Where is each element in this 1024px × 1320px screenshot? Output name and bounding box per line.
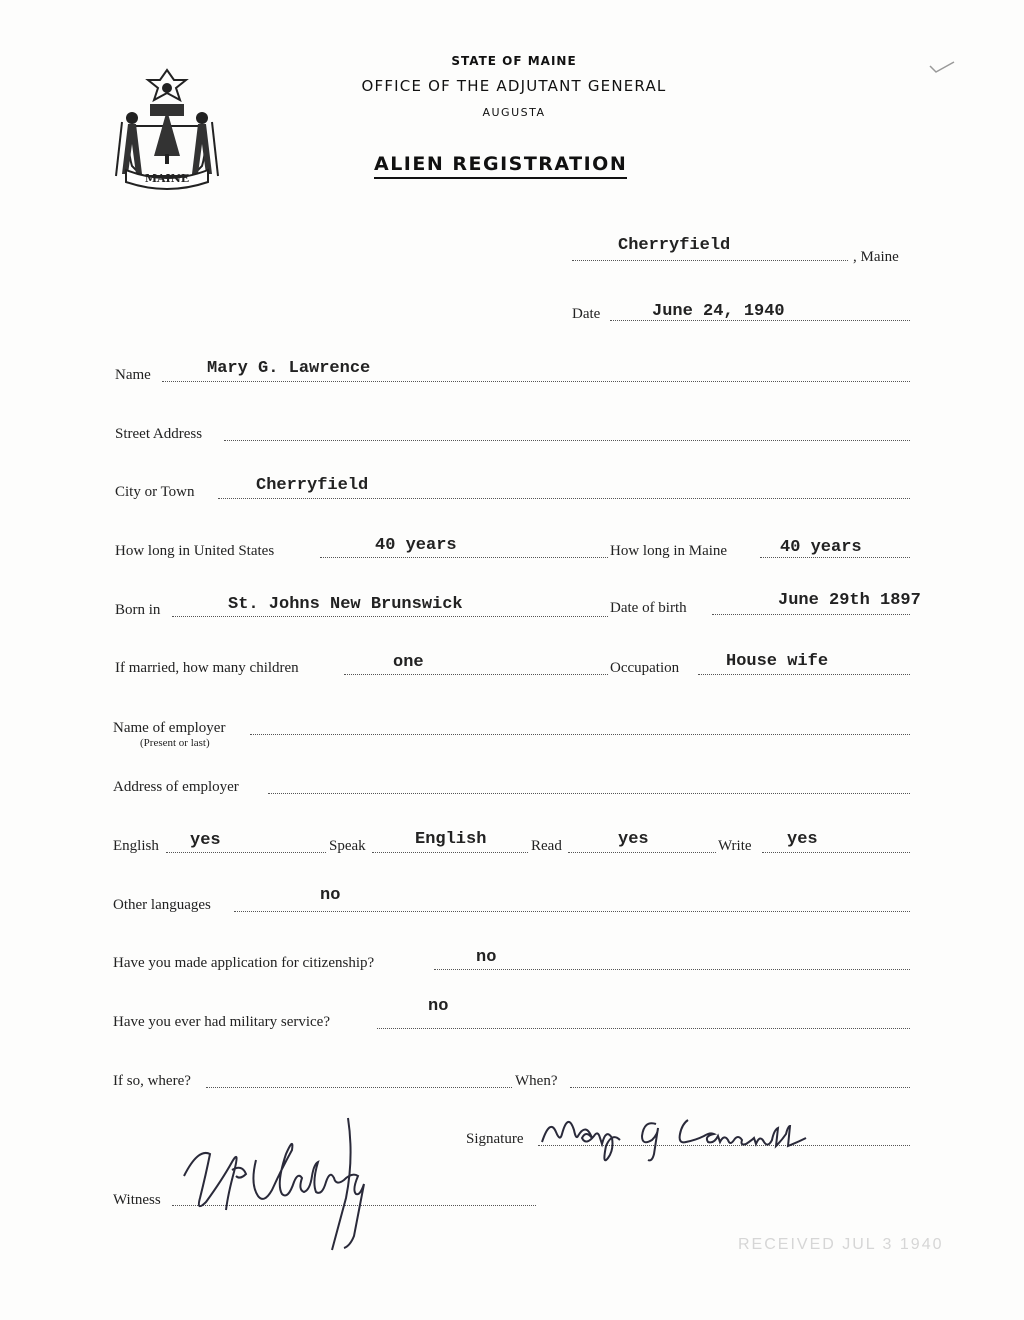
name-label: Name (115, 367, 151, 383)
occupation-value: House wife (726, 652, 829, 671)
born-in-label: Born in (115, 602, 161, 618)
military-value: no (428, 997, 449, 1016)
english-value: yes (190, 831, 221, 850)
form-title: ALIEN REGISTRATION (374, 153, 627, 179)
children-value: one (393, 653, 424, 672)
when-label: When? (515, 1073, 558, 1089)
speak-label: Speak (329, 838, 366, 854)
city-label: City or Town (115, 484, 195, 500)
how-long-us-value: 40 years (375, 536, 457, 555)
header-state: STATE OF MAINE (451, 54, 577, 68)
citizenship-label: Have you made application for citizenship? (113, 955, 375, 971)
seal-lettering: MAINE (144, 172, 190, 185)
occupation-label: Occupation (610, 660, 680, 676)
speak-value: English (415, 830, 487, 849)
other-languages-label: Other languages (113, 897, 211, 913)
date-label: Date (572, 306, 601, 322)
witness-signature-handwriting (180, 1110, 420, 1260)
received-stamp: RECEIVED JUL 3 1940 (738, 1236, 944, 1253)
date-of-birth-label: Date of birth (610, 600, 687, 616)
date-value: June 24, 1940 (652, 302, 785, 321)
street-address-label: Street Address (115, 426, 203, 442)
header-city: AUGUSTA (482, 106, 546, 119)
city-value: Cherryfield (256, 476, 369, 495)
military-label: Have you ever had military service? (113, 1014, 330, 1030)
date-of-birth-value: June 29th 1897 (778, 591, 921, 610)
header-office: OFFICE OF THE ADJUTANT GENERAL (361, 77, 667, 95)
name-value: Mary G. Lawrence (207, 359, 371, 378)
children-label: If married, how many children (115, 660, 299, 676)
english-label: English (113, 838, 159, 854)
witness-label: Witness (113, 1192, 161, 1208)
other-languages-value: no (320, 886, 341, 905)
born-in-value: St. Johns New Brunswick (228, 595, 463, 614)
how-long-us-label: How long in United States (115, 543, 275, 559)
write-value: yes (787, 830, 818, 849)
employer-name-sublabel: (Present or last) (140, 737, 210, 749)
signature-label: Signature (466, 1131, 524, 1147)
signature-handwriting (538, 1102, 868, 1166)
citizenship-value: no (476, 948, 497, 967)
how-long-maine-value: 40 years (780, 538, 862, 557)
employer-name-label: Name of employer (113, 720, 226, 736)
read-label: Read (531, 838, 562, 854)
where-label: If so, where? (113, 1073, 191, 1089)
read-value: yes (618, 830, 649, 849)
check-mark-icon (928, 58, 958, 76)
write-label: Write (718, 838, 752, 854)
how-long-maine-label: How long in Maine (610, 543, 728, 559)
location-suffix: , Maine (853, 249, 899, 265)
location-value: Cherryfield (618, 236, 731, 255)
employer-address-label: Address of employer (113, 779, 239, 795)
